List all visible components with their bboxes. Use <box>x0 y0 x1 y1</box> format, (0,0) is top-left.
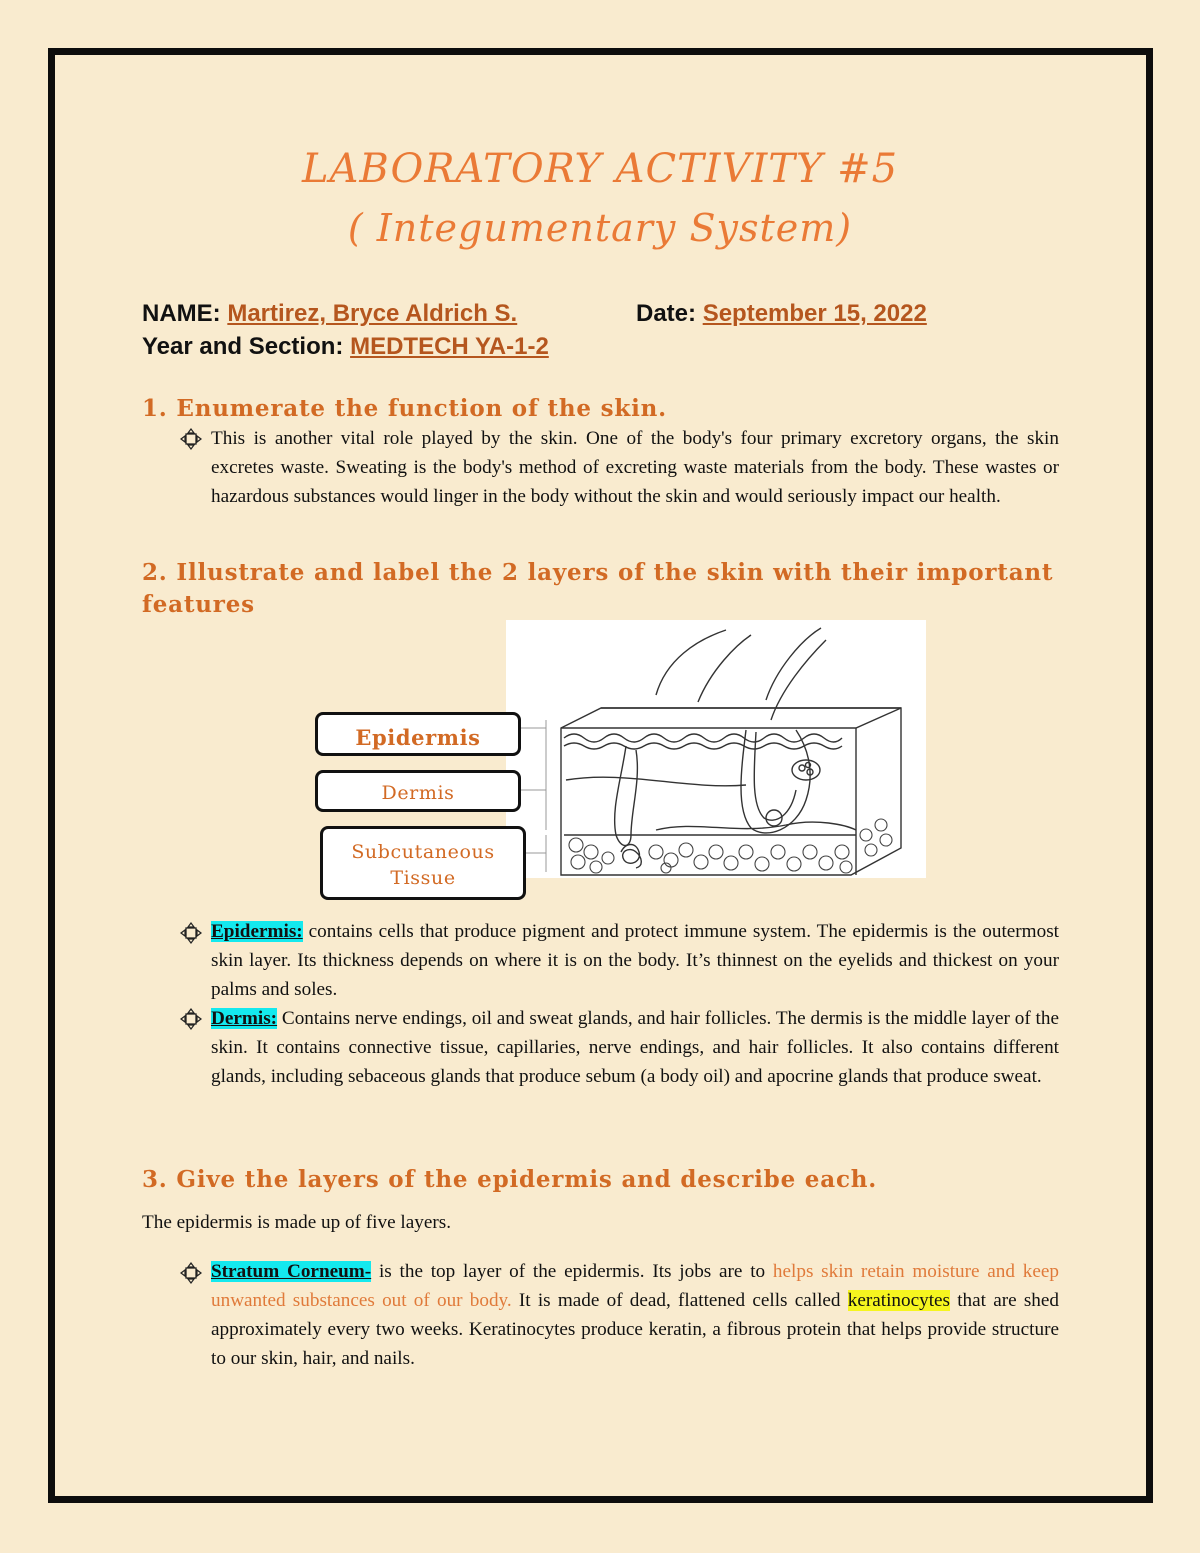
dermis-term: Dermis: <box>211 1008 278 1029</box>
stratum-corneum-term: Stratum Corneum- <box>211 1261 372 1282</box>
quad-arrow-bullet-icon <box>180 428 204 452</box>
stratum-corneum-description <box>211 1257 1059 1373</box>
section-label: Year and Section: <box>142 333 344 360</box>
subcutaneous-label-line2: Tissue <box>390 867 456 889</box>
activity-subtitle: ( Integumentary System) <box>347 206 853 250</box>
epidermis-label-box: Epidermis <box>315 712 521 756</box>
date-value: September 15, 2022 <box>702 300 927 327</box>
name-line <box>142 300 517 328</box>
question-2-heading-line1: 2. Illustrate and label the 2 layers of the skin with their important <box>142 559 1054 586</box>
corneum-text-3: that are shed approximately every two weeks. Keratinocytes produce keratin, a fibrous protein that helps provide structure to our skin, hair, and nails. <box>211 1290 1059 1369</box>
subcutaneous-label-line1: Subcutaneous <box>351 841 495 863</box>
skin-layers-illustration <box>506 620 926 878</box>
quad-arrow-bullet-icon <box>180 1008 204 1032</box>
question-1-answer <box>211 424 1059 511</box>
dermis-text: Contains nerve endings, oil and sweat glands, and hair follicles. The dermis is the middle layer of the skin. It contains connective tissue, capillaries, nerve endings, and hair follicles. It also contains different glands, including sebaceous glands that produce sebum (a body oil) and apocrine glands that produce sweat. <box>211 1008 1059 1087</box>
date-line <box>636 300 927 328</box>
quad-arrow-bullet-icon <box>180 922 204 946</box>
question-3-heading: 3. Give the layers of the epidermis and describe each. <box>142 1166 878 1193</box>
name-value: Martirez, Bryce Aldrich S. <box>227 300 518 327</box>
corneum-orange-text: helps skin retain moisture and keep unwanted substances out of our body. <box>211 1261 1059 1311</box>
date-label: Date: <box>636 300 697 327</box>
corneum-text-1: is the top layer of the epidermis. Its jobs are to <box>371 1261 773 1282</box>
name-label: NAME: <box>142 300 221 327</box>
epidermis-term: Epidermis: <box>211 921 303 942</box>
epidermis-description <box>211 917 1059 1004</box>
keratinocytes-highlight: keratinocytes <box>847 1290 951 1311</box>
quad-arrow-bullet-icon <box>180 1262 204 1286</box>
dermis-description <box>211 1004 1059 1091</box>
question-2-heading-line2: features <box>142 591 255 618</box>
dermis-label-box: Dermis <box>315 770 521 812</box>
question-1-heading: 1. Enumerate the function of the skin. <box>142 395 667 422</box>
section-value: MEDTECH YA-1-2 <box>350 333 549 360</box>
activity-title: LABORATORY ACTIVITY #5 <box>301 146 899 192</box>
question-2-heading <box>142 557 1072 621</box>
corneum-text-2: It is made of dead, flattened cells called <box>511 1290 848 1311</box>
question-1-answer-text: This is another vital role played by the skin. One of the body's four primary excretory organs, the skin excretes waste. Sweating is the body's method of excreting waste materials from the body. These wastes or hazardous substances would linger in the body without the skin and would seriously impact our health. <box>211 428 1059 507</box>
subcutaneous-label-box <box>320 826 526 900</box>
epidermis-intro: The epidermis is made up of five layers. <box>142 1212 452 1233</box>
epidermis-text: contains cells that produce pigment and protect immune system. The epidermis is the outermost skin layer. Its thickness depends on where it is on the body. It’s thinnest on the eyelids and thickest on your palms and soles. <box>211 921 1059 1000</box>
section-line <box>142 333 549 361</box>
